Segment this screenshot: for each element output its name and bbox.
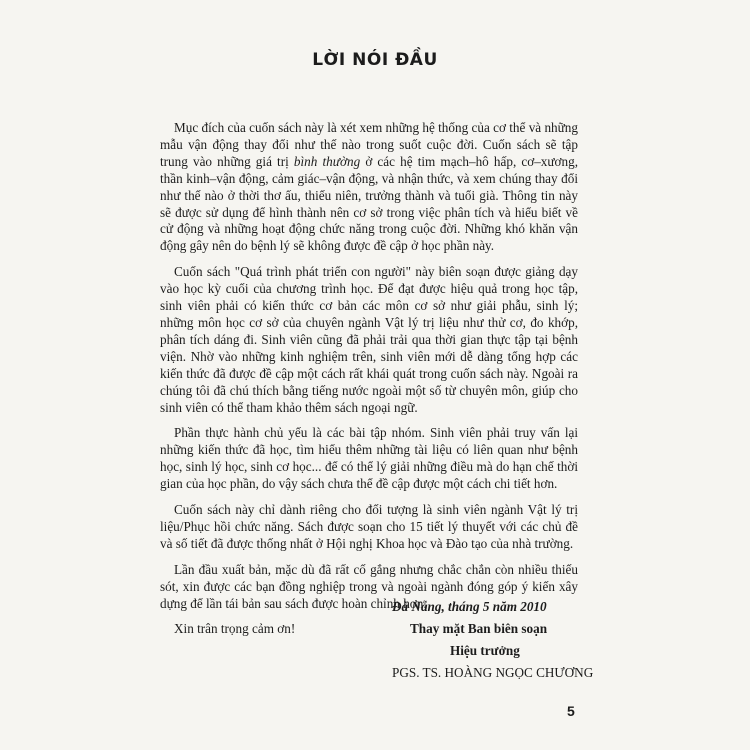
paragraph-1-emphasis: bình thường (293, 153, 361, 169)
signature-name: PGS. TS. HOÀNG NGỌC CHƯƠNG (392, 665, 594, 680)
paragraph-1-before: Mục đích của cuốn sách này là xét xem những hệ thống của cơ thể và những mẫu vận động thay đổi như thế nào trong suốt cuộc đời. Cuốn sách sẽ tập trung vào những giá trị (160, 120, 578, 169)
paragraph-3: Phần thực hành chủ yếu là các bài tập nhóm. Sinh viên phải truy vấn lại những kiến thức đã học, tìm hiểu thêm những tài liệu có liên quan như bệnh học, sinh lý học, sinh cơ học... để có thể lý giải những điều mà do hạn chế thời gian của học phần, do vậy sách chưa thể đề cập được một cách chi tiết hơn. (160, 425, 578, 492)
page-title: LỜI NÓI ĐẦU (312, 50, 438, 70)
preface-body (160, 120, 578, 638)
signature-on-behalf: Thay mặt Ban biên soạn (410, 621, 548, 636)
page-number: 5 (567, 703, 575, 719)
paragraph-5: Lần đầu xuất bản, mặc dù đã rất cố gắng nhưng chắc chắn còn nhiều thiếu sót, xin được các bạn đồng nghiệp trong và ngoài ngành đóng góp ý kiến xây dựng để lần tái bản sau sách được hoàn chỉnh hơn. (160, 561, 578, 611)
paragraph-1-after: ở các hệ tim mạch–hô hấp, cơ–xương, thần kinh–vận động, cảm giác–vận động, và nhận thức, và xem chúng thay đổi như thế nào ở thời thơ ấu, thiếu niên, trưởng thành và tuổi già. Thông tin này sẽ được sử dụng để hình thành nên cơ sở trong việc phân tích và hiểu biết về cử động và những hoạt động chức năng trong cuộc đời. Những khó khăn vận động gây nên do bệnh lý sẽ không được đề cập ở học phần này. (160, 153, 579, 254)
paragraph-6: Xin trân trọng cảm ơn! (174, 621, 296, 637)
signature-place-date: Đà Nẵng, tháng 5 năm 2010 (392, 599, 547, 614)
paragraph-4: Cuốn sách này chỉ dành riêng cho đối tượng là sinh viên ngành Vật lý trị liệu/Phục hồi chức năng. Sách được soạn cho 15 tiết lý thuyết với các chủ đề và số tiết đã được thống nhất ở Hội nghị Khoa học và Đào tạo của nhà trường. (160, 502, 578, 551)
signature-position: Hiệu trưởng (450, 643, 520, 658)
paragraph-1 (160, 120, 578, 255)
paragraph-2: Cuốn sách "Quá trình phát triển con người" này biên soạn được giảng dạy vào học kỳ cuối của chương trình học. Để đạt được hiệu quả trong học tập, sinh viên phải có kiến thức cơ bản các môn cơ sở như giải phẫu, sinh lý; những môn học cơ sở của chuyên ngành Vật lý trị liệu như thử cơ, đo khớp, phân tích dáng đi. Sinh viên cũng đã phải trải qua thời gian thực tập tại bệnh viện. Nhờ vào những kinh nghiệm trên, sinh viên mới dễ dàng tổng hợp các kiến thức đã được đề cập một cách rất khái quát trong cuốn sách này. Ngoài ra chúng tôi đã chú thích bằng tiếng nước ngoài một số từ chuyên môn, giúp cho sinh viên có thể tham khảo thêm sách ngoại ngữ. (160, 264, 578, 415)
signature-block (392, 596, 592, 684)
